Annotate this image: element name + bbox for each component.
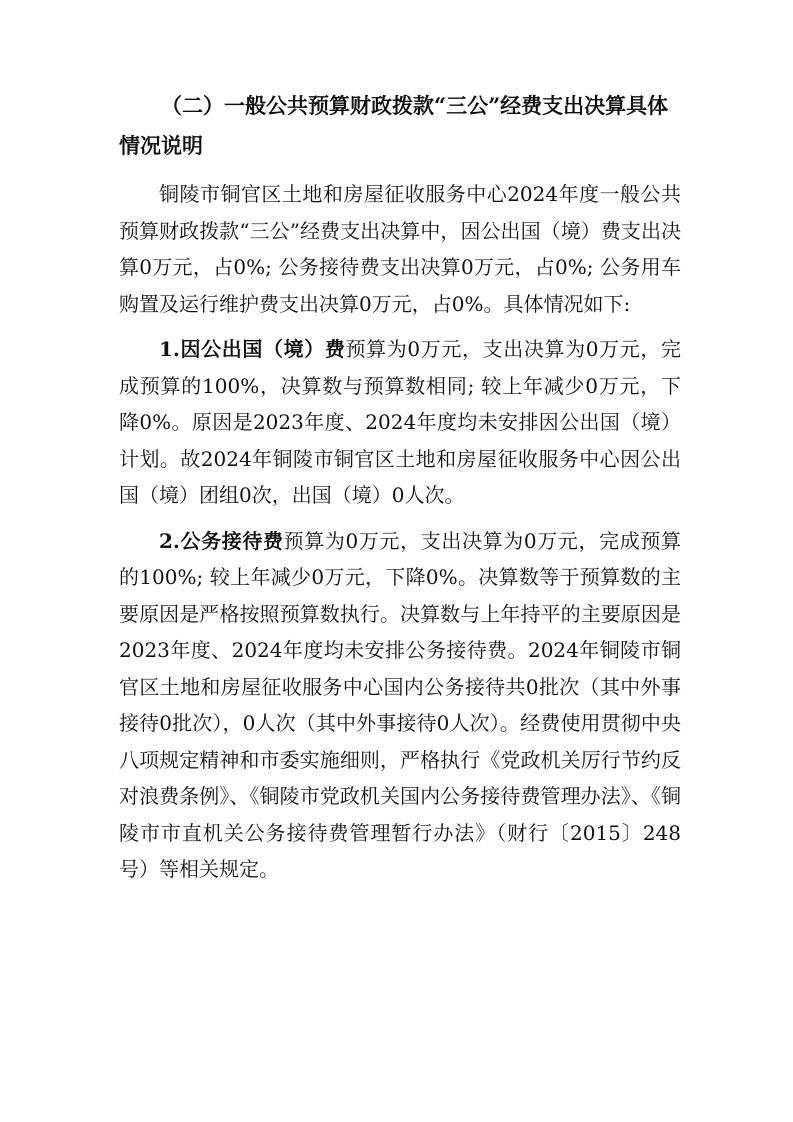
item-1-lead: 1.因公出国（境）费: [159, 337, 346, 361]
intro-paragraph: 铜陵市铜官区土地和房屋征收服务中心2024年度一般公共预算财政拨款“三公”经费支出决算中，因公出国（境）费支出决算0万元，占0%; 公务接待费支出决算0万元，占0%; 公务用车购置及运行维护费支出决算0万元，占0%。具体情况如下:: [119, 182, 681, 316]
item-1-text: 预算为0万元，支出决算为0万元，完成预算的100%，决算数与预算数相同; 较上年减少0万元，下降0%。原因是2023年度、2024年度均未安排因公出国（境）计划。故2024年铜陵市铜官区土地和房屋征收服务中心因公出国（境）团组0次，出国（境）0人次。: [119, 337, 681, 507]
item-2-paragraph: [119, 523, 681, 888]
section-title: （二）一般公共预算财政拨款“三公”经费支出决算具体情况说明: [119, 93, 669, 158]
item-1-paragraph: [119, 331, 681, 514]
document-page: [119, 86, 681, 897]
item-2-lead: 2.公务接待费: [159, 528, 284, 553]
item-2-text: 预算为0万元，支出决算为0万元，完成预算的100%; 较上年减少0万元，下降0%。决算数等于预算数的主要原因是严格按照预算数执行。决算数与上年持平的主要原因是2023年度、2024年度均未安排公务接待费。2024年铜陵市铜官区土地和房屋征收服务中心国内公务接待共0批次（其中外事接待0批次），0人次（其中外事接待0人次）。经费使用贯彻中央八项规定精神和市委实施细则，严格执行《党政机关厉行节约反对浪费条例》、《铜陵市党政机关国内公务接待费管理办法》、《铜陵市市直机关公务接待费管理暂行办法》（财行〔2015〕248号）等相关规定。: [119, 528, 681, 881]
